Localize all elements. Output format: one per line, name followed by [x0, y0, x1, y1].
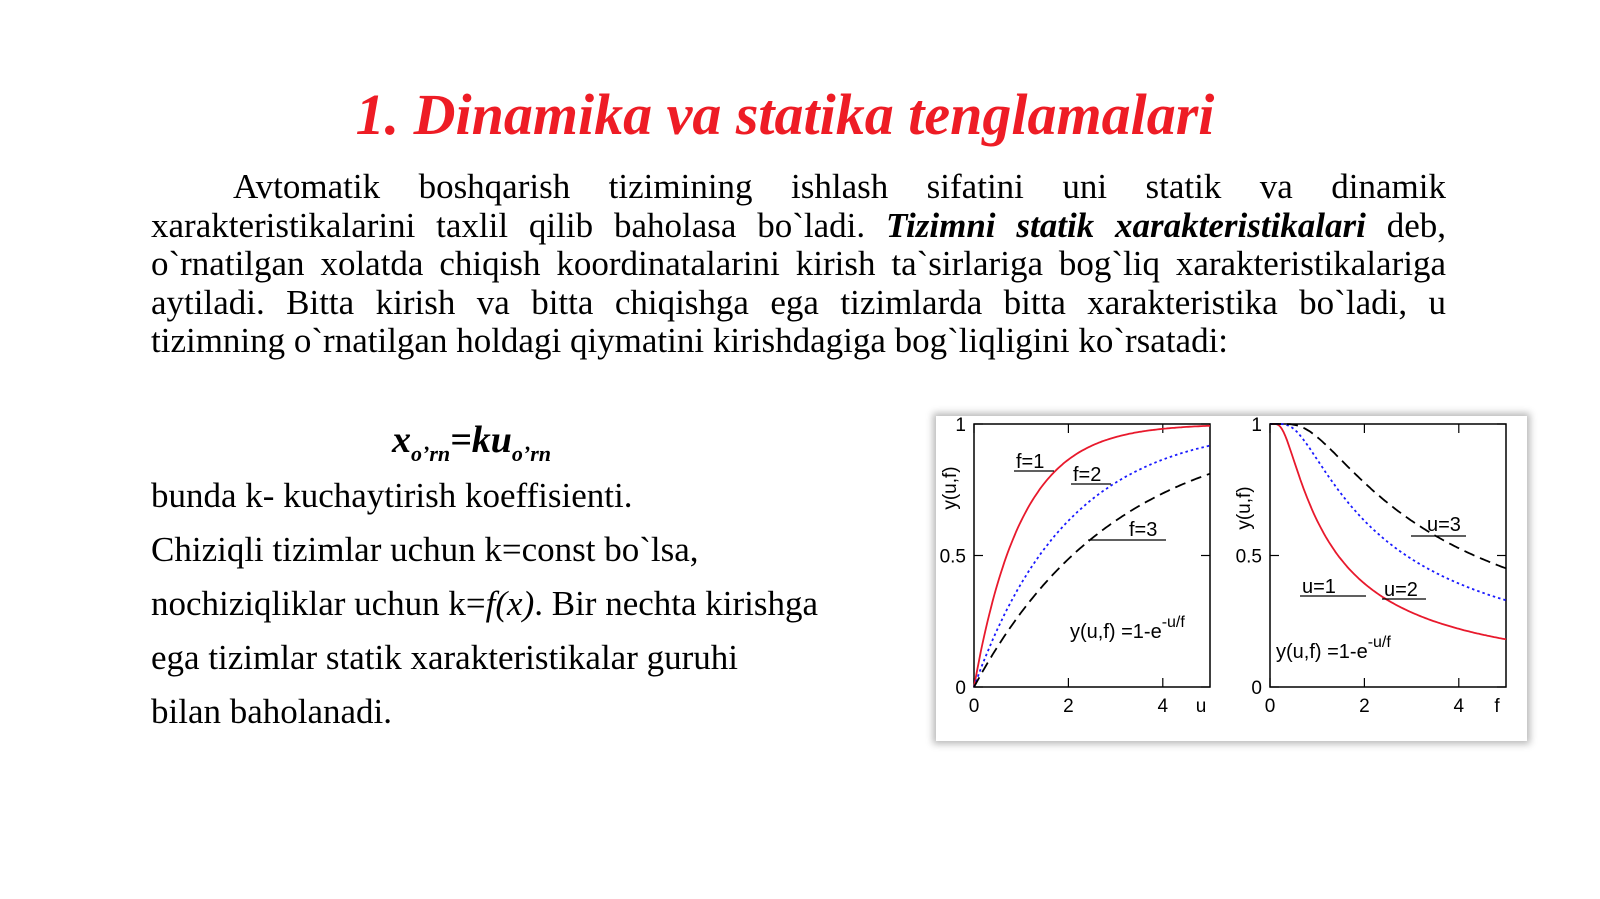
x-tick-label: 0 [1264, 696, 1276, 717]
series-line-u=1 [1270, 424, 1506, 639]
chart-1 [940, 416, 1210, 717]
series-label: f=3 [1129, 519, 1158, 541]
y-axis-label: y(u,f) [1234, 486, 1255, 530]
text-line-2: Chiziqli tizimlar uchun k=const bo`lsa, [151, 530, 699, 569]
y-tick-label: 0 [955, 678, 966, 699]
static-formula [392, 418, 551, 467]
series-line-f=3 [974, 474, 1210, 687]
text-line-1: bunda k- kuchaytirish koeffisienti. [151, 476, 633, 515]
x-tick-label: 4 [1157, 696, 1169, 717]
text-line-3a: nochiziqliklar uchun k= [151, 584, 486, 623]
chart-formula [1276, 634, 1391, 663]
y-tick-label: 0.5 [939, 546, 966, 568]
formula-exponent: -u/f [1367, 634, 1391, 651]
text-line-3-italic: f(x) [485, 584, 535, 623]
y-tick-label: 1 [955, 416, 966, 436]
x-tick-label: 0 [968, 696, 980, 717]
y-tick-label: 0.5 [1235, 546, 1262, 568]
charts-svg [936, 416, 1527, 741]
series-label: f=2 [1073, 464, 1102, 486]
formula-base: y(u,f) =1-e [1070, 621, 1162, 643]
series-line-u=2 [1270, 424, 1506, 600]
y-tick-label: 1 [1251, 416, 1262, 436]
paragraph-text-2: deb, o`rnatilgan xolatda chiqish koordinatalarini kirish ta`sirlariga bog`liq xarakteristikalariga aytiladi. Bitta kirish va bitta chiqishga ega tizimlarda bitta xarakteristika bo`ladi, u tizimning o`rnatilgan holdagi qiymatini kirishdagiga bog`liqligini ko`rsatadi: [151, 205, 1446, 360]
formula-lhs-subscript: o’rn [411, 441, 451, 466]
x-tick-label: 4 [1453, 696, 1465, 717]
text-line-5: bilan baholanadi. [151, 692, 393, 731]
chart-formula [1070, 614, 1185, 643]
chart-2 [1234, 416, 1506, 717]
static-characteristics-figure [936, 416, 1527, 741]
intro-paragraph [151, 168, 1446, 361]
y-axis-label: y(u,f) [940, 466, 961, 510]
series-label: u=2 [1384, 579, 1418, 601]
x-axis-label: f [1494, 696, 1500, 717]
formula-rhs-subscript: o’rn [511, 441, 552, 466]
paragraph-bold-term: Tizimni statik xarakteristikalari [885, 205, 1366, 245]
x-tick-label: 2 [1359, 696, 1370, 717]
formula-eq: =ku [450, 419, 512, 461]
text-line-3b: . Bir nechta kirishga [534, 584, 819, 623]
slide-title: 1. Dinamika va statika tenglamalari [355, 82, 1215, 147]
explanation-text [151, 469, 818, 739]
series-label: u=1 [1302, 576, 1336, 598]
x-axis-label: u [1195, 696, 1207, 717]
series-label: u=3 [1427, 514, 1461, 536]
formula-exponent: -u/f [1161, 614, 1185, 631]
formula-lhs: x [392, 419, 411, 461]
paragraph-text-1: Avtomatik boshqarish tizimining ishlash sifatini uni statik va dinamik xarakteristikalarini taxlil qilib baholasa bo`ladi. [151, 167, 1446, 245]
formula-base: y(u,f) =1-e [1276, 641, 1368, 663]
series-label: f=1 [1016, 451, 1045, 473]
x-tick-label: 2 [1063, 696, 1074, 717]
text-line-4: ega tizimlar statik xarakteristikalar guruhi [151, 638, 739, 677]
series-line-u=3 [1270, 424, 1506, 568]
y-tick-label: 0 [1251, 678, 1262, 699]
text-line-3 [151, 577, 818, 631]
